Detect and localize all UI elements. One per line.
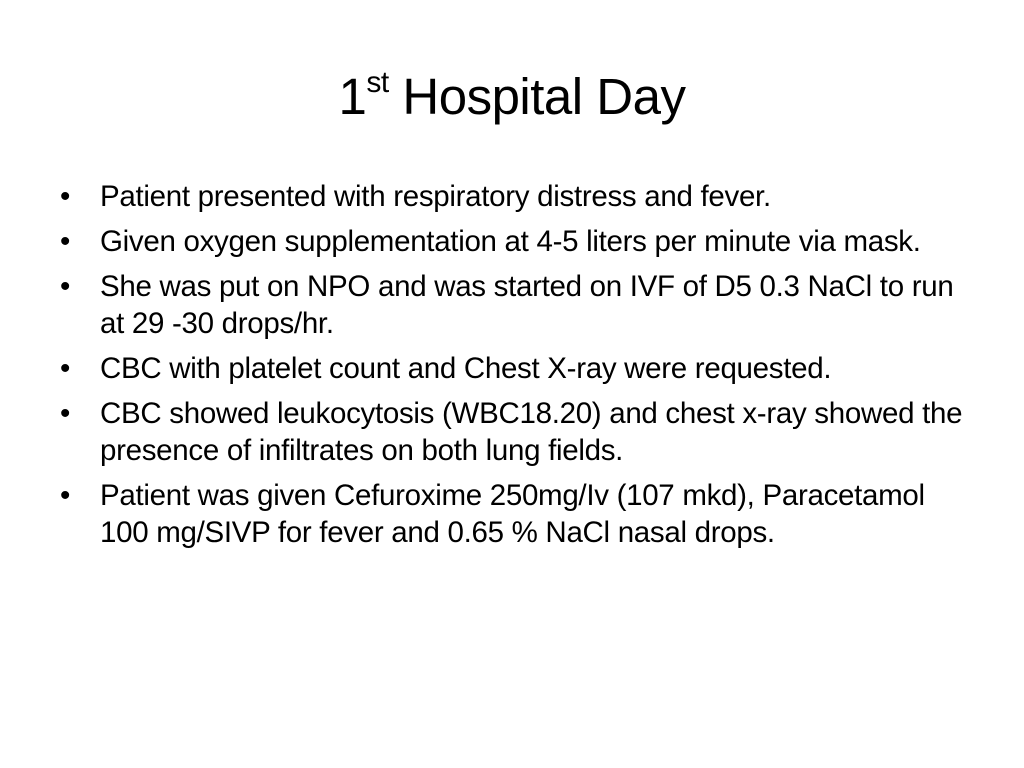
title-number: 1	[338, 68, 367, 125]
bullet-icon: •	[60, 225, 71, 258]
bullet-text: CBC with platelet count and Chest X-ray were requested.	[100, 352, 832, 385]
bullet-item	[56, 178, 976, 215]
bullet-item	[56, 350, 976, 387]
bullet-icon: •	[60, 352, 71, 385]
bullet-icon: •	[60, 180, 71, 213]
bullet-text: Given oxygen supplementation at 4-5 liters per minute via mask.	[100, 225, 921, 258]
bullet-icon: •	[60, 270, 71, 303]
bullet-item	[56, 395, 976, 469]
bullet-icon: •	[60, 479, 71, 512]
bullet-item	[56, 268, 976, 342]
bullet-text: CBC showed leukocytosis (WBC18.20) and chest x-ray showed the presence of infiltrates on both lung fields.	[100, 397, 963, 467]
bullet-text: Patient was given Cefuroxime 250mg/Iv (107 mkd), Paracetamol 100 mg/SIVP for fever and 0.65 % NaCl nasal drops.	[100, 479, 925, 549]
bullet-text: Patient presented with respiratory distress and fever.	[100, 180, 771, 213]
bullet-item	[56, 223, 976, 260]
bullet-item	[56, 477, 976, 551]
title-ordinal-suffix: st	[366, 66, 389, 99]
bullet-text: She was put on NPO and was started on IVF of D5 0.3 NaCl to run at 29 -30 drops/hr.	[100, 270, 954, 340]
title-text: Hospital Day	[388, 68, 686, 125]
bullet-icon: •	[60, 397, 71, 430]
slide-title	[0, 62, 1024, 132]
bullet-list	[56, 178, 976, 559]
